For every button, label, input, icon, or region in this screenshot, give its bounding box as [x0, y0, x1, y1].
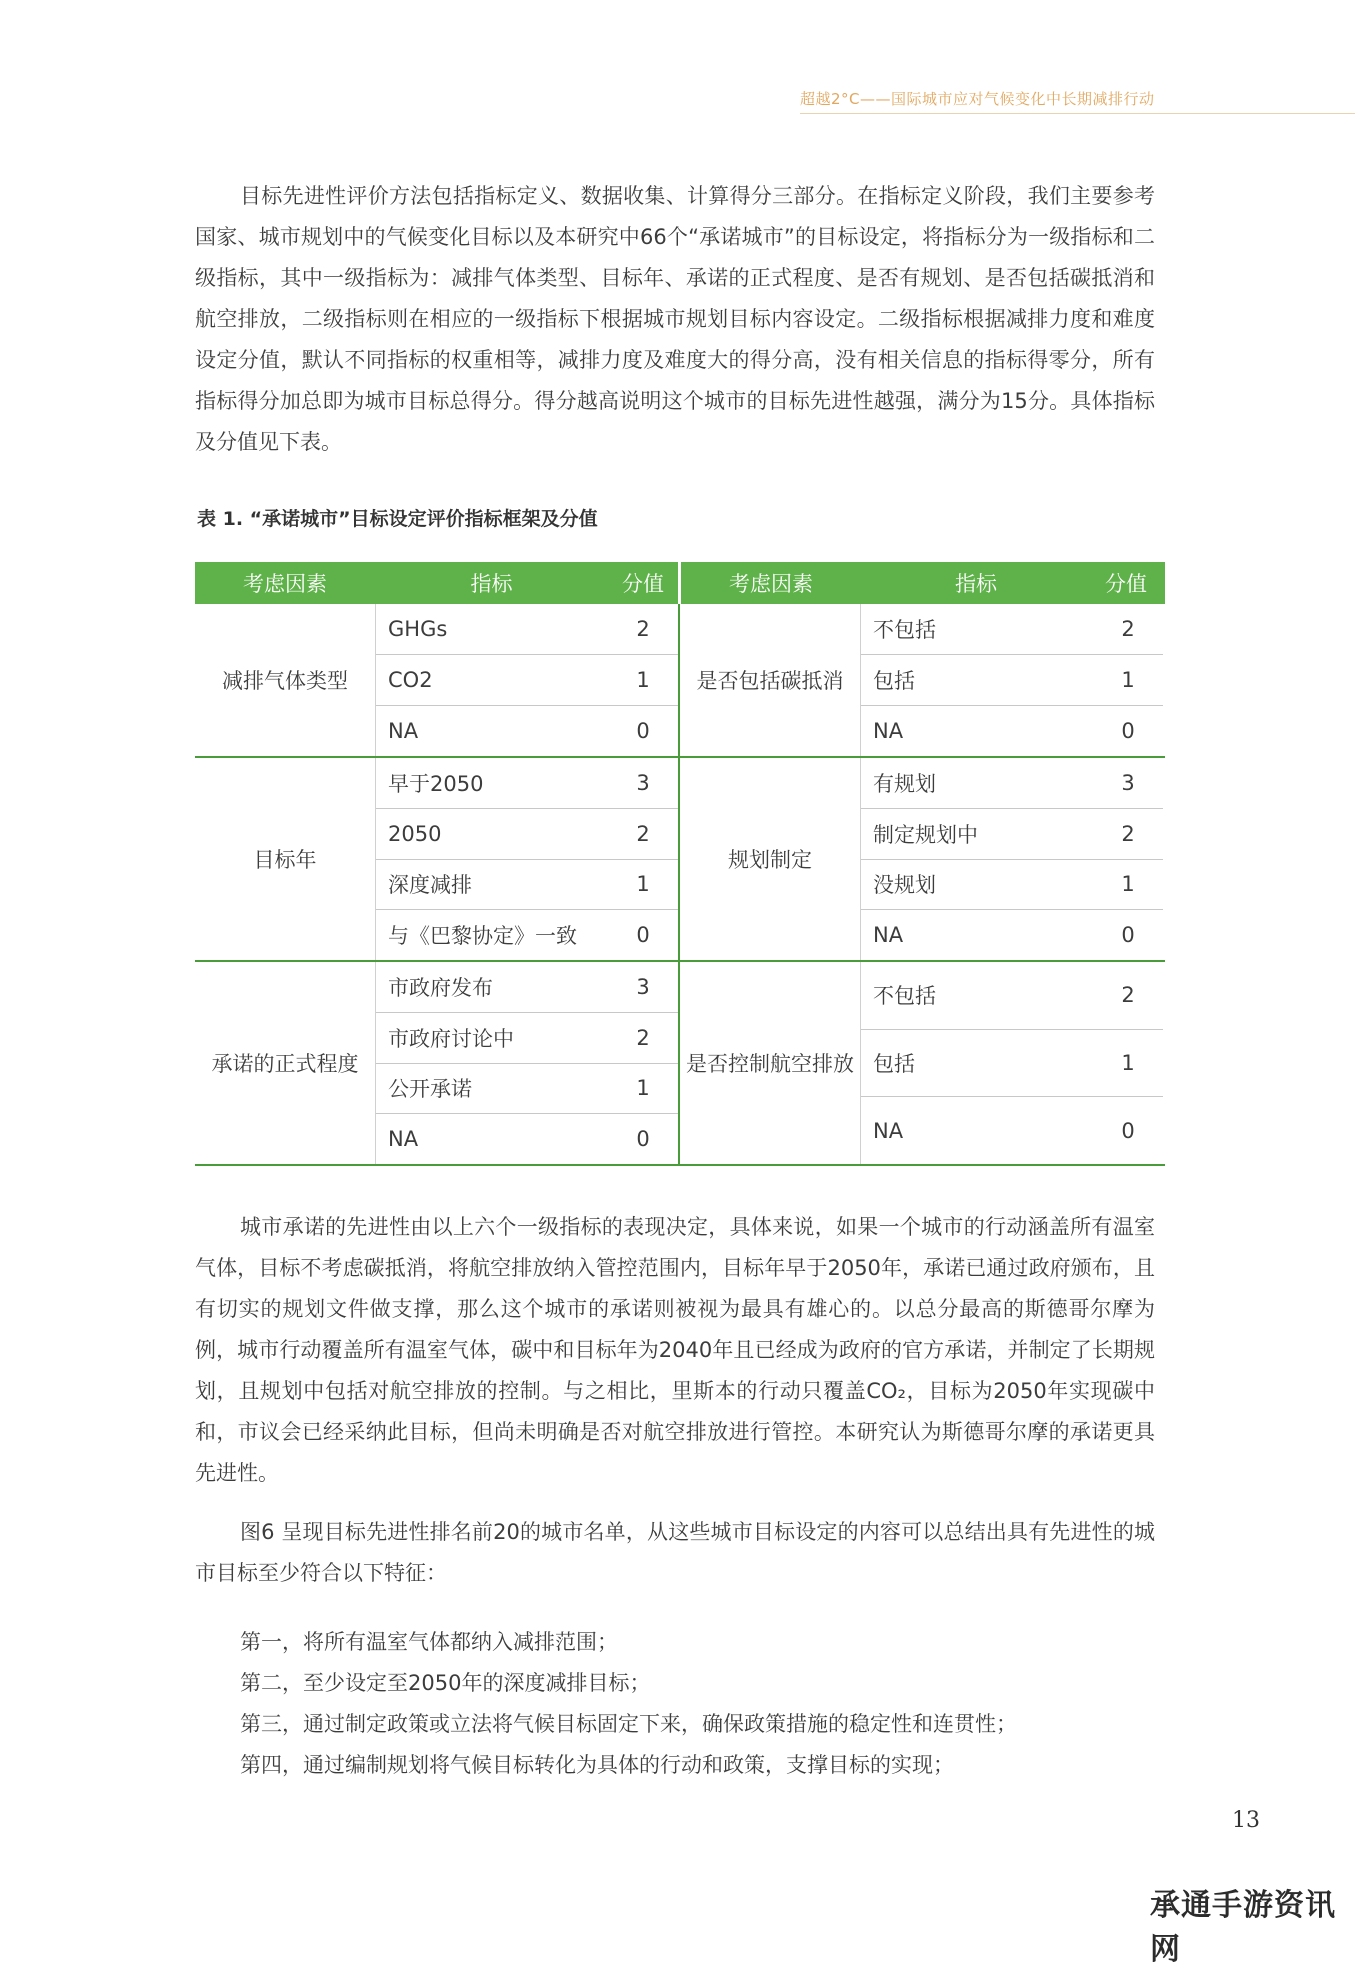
- table-group: [195, 962, 1165, 1166]
- header-indicator-right: 指标: [955, 572, 997, 596]
- table-row: 早于2050 3: [376, 758, 678, 809]
- table-row: NA 0: [388, 1127, 650, 1152]
- table-row: NA 0: [873, 923, 1135, 948]
- table-caption: 表 1. “承诺城市”目标设定评价指标框架及分值: [197, 508, 598, 530]
- analysis-paragraph: 城市承诺的先进性由以上六个一级指标的表现决定，具体来说，如果一个城市的行动涵盖所有温室气体，目标不考虑碳抵消，将航空排放纳入管控范围内，目标年早于2050年，承诺已通过政府颁布，且有切实的规划文件做支撑，那么这个城市的承诺则被视为最具有雄心的。以总分最高的斯德哥尔摩为例，城市行动覆盖所有温室气体，碳中和目标年为2040年且已经成为政府的官方承诺，并制定了长期规划，且规划中包括对航空排放的控制。与之相比，里斯本的行动只覆盖CO₂，目标为2050年实现碳中和，市议会已经采纳此目标，但尚未明确是否对航空排放进行管控。本研究认为斯德哥尔摩的承诺更具先进性。: [195, 1215, 1155, 1485]
- list-item: 第四，通过编制规划将气候目标转化为具体的行动和政策，支撑目标的实现；: [240, 1753, 954, 1777]
- intro-paragraph: 目标先进性评价方法包括指标定义、数据收集、计算得分三部分。在指标定义阶段，我们主要参考国家、城市规划中的气候变化目标以及本研究中66个“承诺城市”的目标设定，将指标分为一级指标和二级指标，其中一级指标为：减排气体类型、目标年、承诺的正式程度、是否有规划、是否包括碳抵消和航空排放，二级指标则在相应的一级指标下根据城市规划目标内容设定。二级指标根据减排力度和难度设定分值，默认不同指标的权重相等，减排力度及难度大的得分高，没有相关信息的指标得零分，所有指标得分加总即为城市目标总得分。得分越高说明这个城市的目标先进性越强，满分为15分。具体指标及分值见下表。: [195, 184, 1155, 454]
- table-row: 没规划 1: [861, 860, 1163, 911]
- factor-cell: 目标年: [195, 758, 376, 960]
- running-header: 超越2°C——国际城市应对气候变化中长期减排行动: [800, 90, 1155, 108]
- table-row: CO2 1: [376, 655, 678, 706]
- page-number: 13: [1232, 1808, 1260, 1833]
- table-row: NA 0: [873, 1118, 1135, 1143]
- list-item: 第二，至少设定至2050年的深度减排目标；: [240, 1671, 651, 1695]
- factor-cell: 规划制定: [680, 758, 861, 960]
- table-row: NA 0: [388, 719, 650, 743]
- header-factor-right: 考虑因素: [729, 572, 813, 596]
- table-row: GHGs 2: [376, 604, 678, 655]
- table-row: 包括 1: [861, 655, 1163, 706]
- header-divider: [800, 113, 1355, 114]
- header-score-left: 分值: [622, 572, 664, 596]
- header-score-right: 分值: [1105, 572, 1147, 596]
- header-factor-left: 考虑因素: [243, 572, 327, 596]
- table-row: NA 0: [873, 719, 1135, 743]
- factor-cell: 承诺的正式程度: [195, 962, 376, 1164]
- table-row: 深度减排 1: [376, 860, 678, 911]
- indicator-table: [195, 562, 1165, 1166]
- table-group: [195, 758, 1165, 962]
- factor-cell: 减排气体类型: [195, 604, 376, 756]
- table-row: 制定规划中 2: [861, 809, 1163, 860]
- table-row: 与《巴黎协定》一致 0: [388, 923, 650, 949]
- figure-intro-paragraph: 图6 呈现目标先进性排名前20的城市名单，从这些城市目标设定的内容可以总结出具有先进性的城市目标至少符合以下特征：: [195, 1520, 1155, 1585]
- table-row: 公开承诺 1: [376, 1064, 678, 1115]
- table-row: 有规划 3: [861, 758, 1163, 809]
- table-group: [195, 604, 1165, 758]
- list-item: 第三，通过制定政策或立法将气候目标固定下来，确保政策措施的稳定性和连贯性；: [240, 1712, 1017, 1736]
- factor-cell: 是否控制航空排放: [680, 962, 861, 1164]
- table-row: 不包括 2: [861, 604, 1163, 655]
- table-row: 2050 2: [376, 809, 678, 860]
- table-row: 市政府讨论中 2: [376, 1013, 678, 1064]
- table-header: [195, 562, 1165, 604]
- list-item: 第一，将所有温室气体都纳入减排范围；: [240, 1630, 618, 1654]
- table-row: 不包括 2: [861, 962, 1163, 1030]
- table-row: 包括 1: [861, 1030, 1163, 1098]
- table-row: 市政府发布 3: [376, 962, 678, 1013]
- feature-list: [240, 1622, 1160, 1786]
- watermark-text: 承通手游资讯网: [1150, 1888, 1336, 1967]
- factor-cell: 是否包括碳抵消: [680, 604, 861, 756]
- header-indicator-left: 指标: [470, 572, 513, 596]
